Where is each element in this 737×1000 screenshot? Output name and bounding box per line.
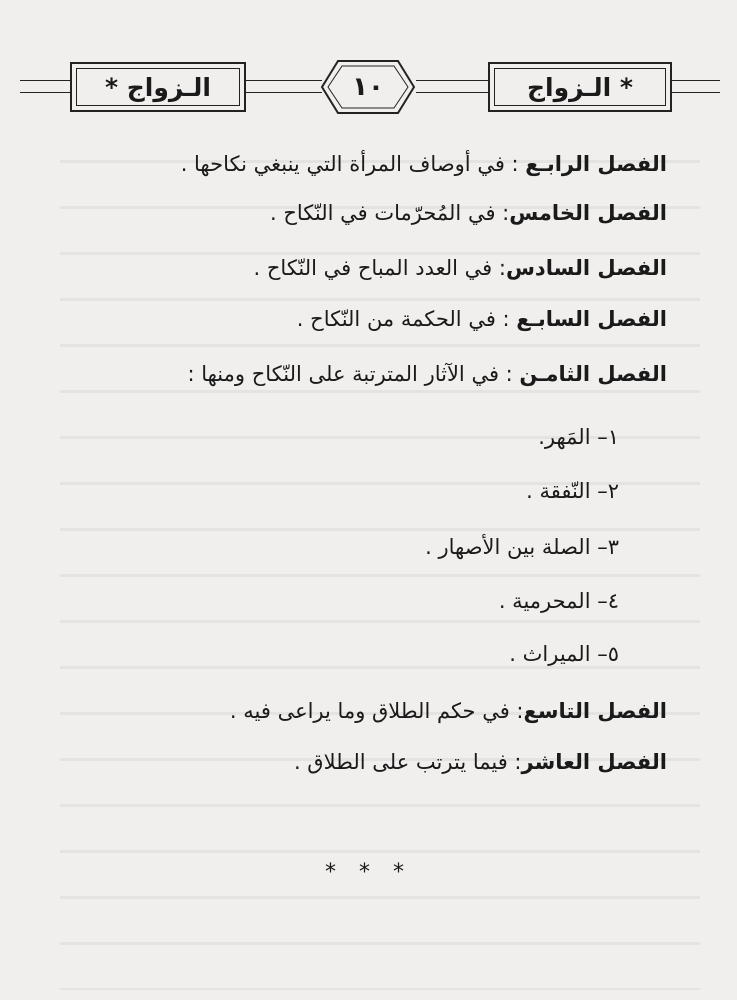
chapter-text: في الآثار المترتبة على النّكاح ومنها : [187, 362, 499, 386]
running-title-left-text: الـزواج * [105, 72, 211, 102]
chapter-text: في الحكمة من النّكاح . [296, 307, 496, 331]
chapter-line [47, 251, 667, 285]
chapter-separator: : [492, 256, 506, 280]
running-title-left [70, 62, 246, 112]
header-rule-mid-right-top [416, 80, 488, 81]
chapter-title: الفصل التاسع [523, 699, 667, 723]
header-rule-left-bottom [20, 92, 70, 93]
page-header [20, 58, 720, 118]
chapter-separator: : [509, 699, 524, 723]
chapter-title: الفصل الثامـن [519, 362, 667, 386]
chapter-text: في المُحرّمات في النّكاح . [269, 201, 496, 225]
header-rule-mid-left-top [246, 80, 322, 81]
effect-item: ١– المَهر. [538, 425, 619, 449]
chapter-line [47, 196, 667, 230]
effect-item: ٤– المحرمية . [498, 589, 619, 613]
chapter-title: الفصل السادس [505, 256, 667, 280]
chapter-line [47, 357, 667, 391]
chapter-line [47, 302, 667, 336]
chapter-text: في العدد المباح في النّكاح . [253, 256, 493, 280]
chapter-separator: : [507, 750, 522, 774]
header-rule-right-bottom [672, 92, 720, 93]
running-title-right [488, 62, 672, 112]
chapter-separator: : [495, 307, 517, 331]
header-rule-right-top [672, 80, 720, 81]
chapter-text: فيما يترتب على الطلاق . [293, 750, 508, 774]
header-rule-left-top [20, 80, 70, 81]
chapter-text: في حكم الطلاق وما يراعى فيه . [229, 699, 510, 723]
effect-item: ٣– الصلة بين الأصهار . [425, 535, 619, 559]
running-title-right-text: * الـزواج [527, 72, 633, 102]
chapter-title: الفصل الرابـع [525, 152, 667, 176]
chapter-line [47, 694, 667, 728]
chapter-text: في أوصاف المرأة التي ينبغي نكاحها . [180, 152, 505, 176]
chapter-separator: : [495, 201, 510, 225]
header-rule-mid-right-bottom [416, 92, 488, 93]
page-number: ١٠ [352, 72, 384, 102]
chapter-line [47, 745, 667, 779]
header-rule-mid-left-bottom [246, 92, 322, 93]
effect-item: ٢– النّفقة . [526, 479, 619, 503]
chapter-title: الفصل السابـع [516, 307, 667, 331]
section-end-ornament: * * * [325, 860, 412, 885]
chapter-separator: : [504, 152, 526, 176]
chapter-title: الفصل الخامس [509, 201, 667, 225]
page-number-badge [320, 58, 416, 116]
chapter-line [47, 147, 667, 181]
effect-item: ٥– الميراث . [509, 642, 619, 666]
chapter-separator: : [498, 362, 520, 386]
chapter-title: الفصل العاشر [521, 750, 667, 774]
